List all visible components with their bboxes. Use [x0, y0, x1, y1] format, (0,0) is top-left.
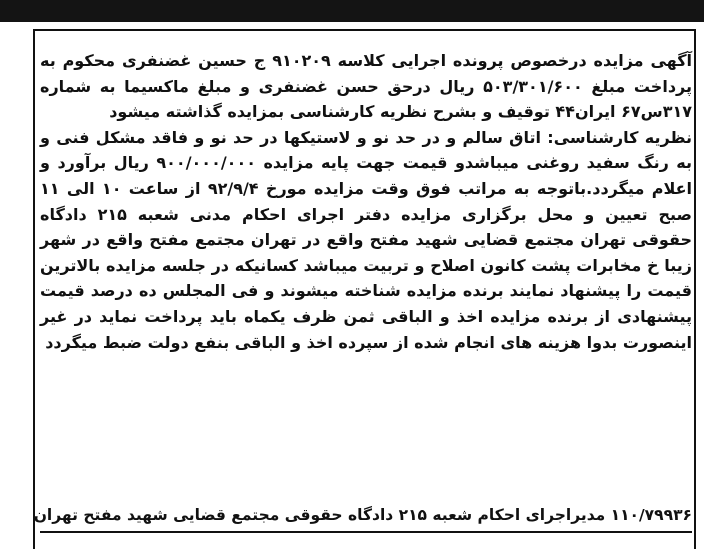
- notice-paragraph-expert-opinion: نظریه کارشناسی: اتاق سالم و در حد نو و لاستیکها در حد نو و فاقد مشکل فنی و به رنگ سفید روغنی میباشدو قیمت جهت پایه مزایده ۹۰۰/۰۰۰/۰۰۰ ریال برآورد و اعلام میگردد.باتوجه به مراتب فوق وقت مزایده مورخ ۹۲/۹/۴ از ساعت ۱۰ الی ۱۱ صبح تعیین و محل برگزاری مزایده دفتر اجرای احکام مدنی شعبه ۲۱۵ دادگاه حقوقی تهران مجتمع قضایی شهید مفتح واقع در تهران مجتمع مفتح واقع در شهر زیبا خ مخابرات پشت کانون اصلاح و تربیت میباشد کسانیکه در جلسه مزایده بالاترین قیمت را پیشنهاد نمایند برنده مزایده شناخته میشوند و فی المجلس ده درصد قیمت پیشنهادی از برنده مزایده اخذ و الباقی ثمن ظرف یکماه باید پرداخت نماید در غیر اینصورت بدوا هزینه های انجام شده از سپرده اخذ و الباقی بنفع دولت ضبط میگردد: [40, 127, 693, 352]
- top-dark-bar: [0, 0, 704, 22]
- notice-signature-line: ۱۱۰/۷۹۹۳۶ مدیراجرای احکام شعبه ۲۱۵ دادگاه حقوقی مجتمع قضایی شهید مفتح تهران: [33, 506, 692, 524]
- footer-divider: [40, 531, 692, 533]
- auction-notice-text: [40, 48, 692, 355]
- notice-paragraph-intro: آگهی مزایده درخصوص پرونده اجرایی کلاسه ۹۱۰۲۰۹ ج حسین غضنفری محکوم به پرداخت مبلغ ۵۰۳/۳۰۱/۶۰۰ ریال درحق حسن غضنفری و مبلغ ماکسیما به شماره ۳۱۷س۶۷ ایران۴۴ توقیف و بشرح نظریه کارشناسی بمزایده گذاشته میشود: [40, 51, 692, 122]
